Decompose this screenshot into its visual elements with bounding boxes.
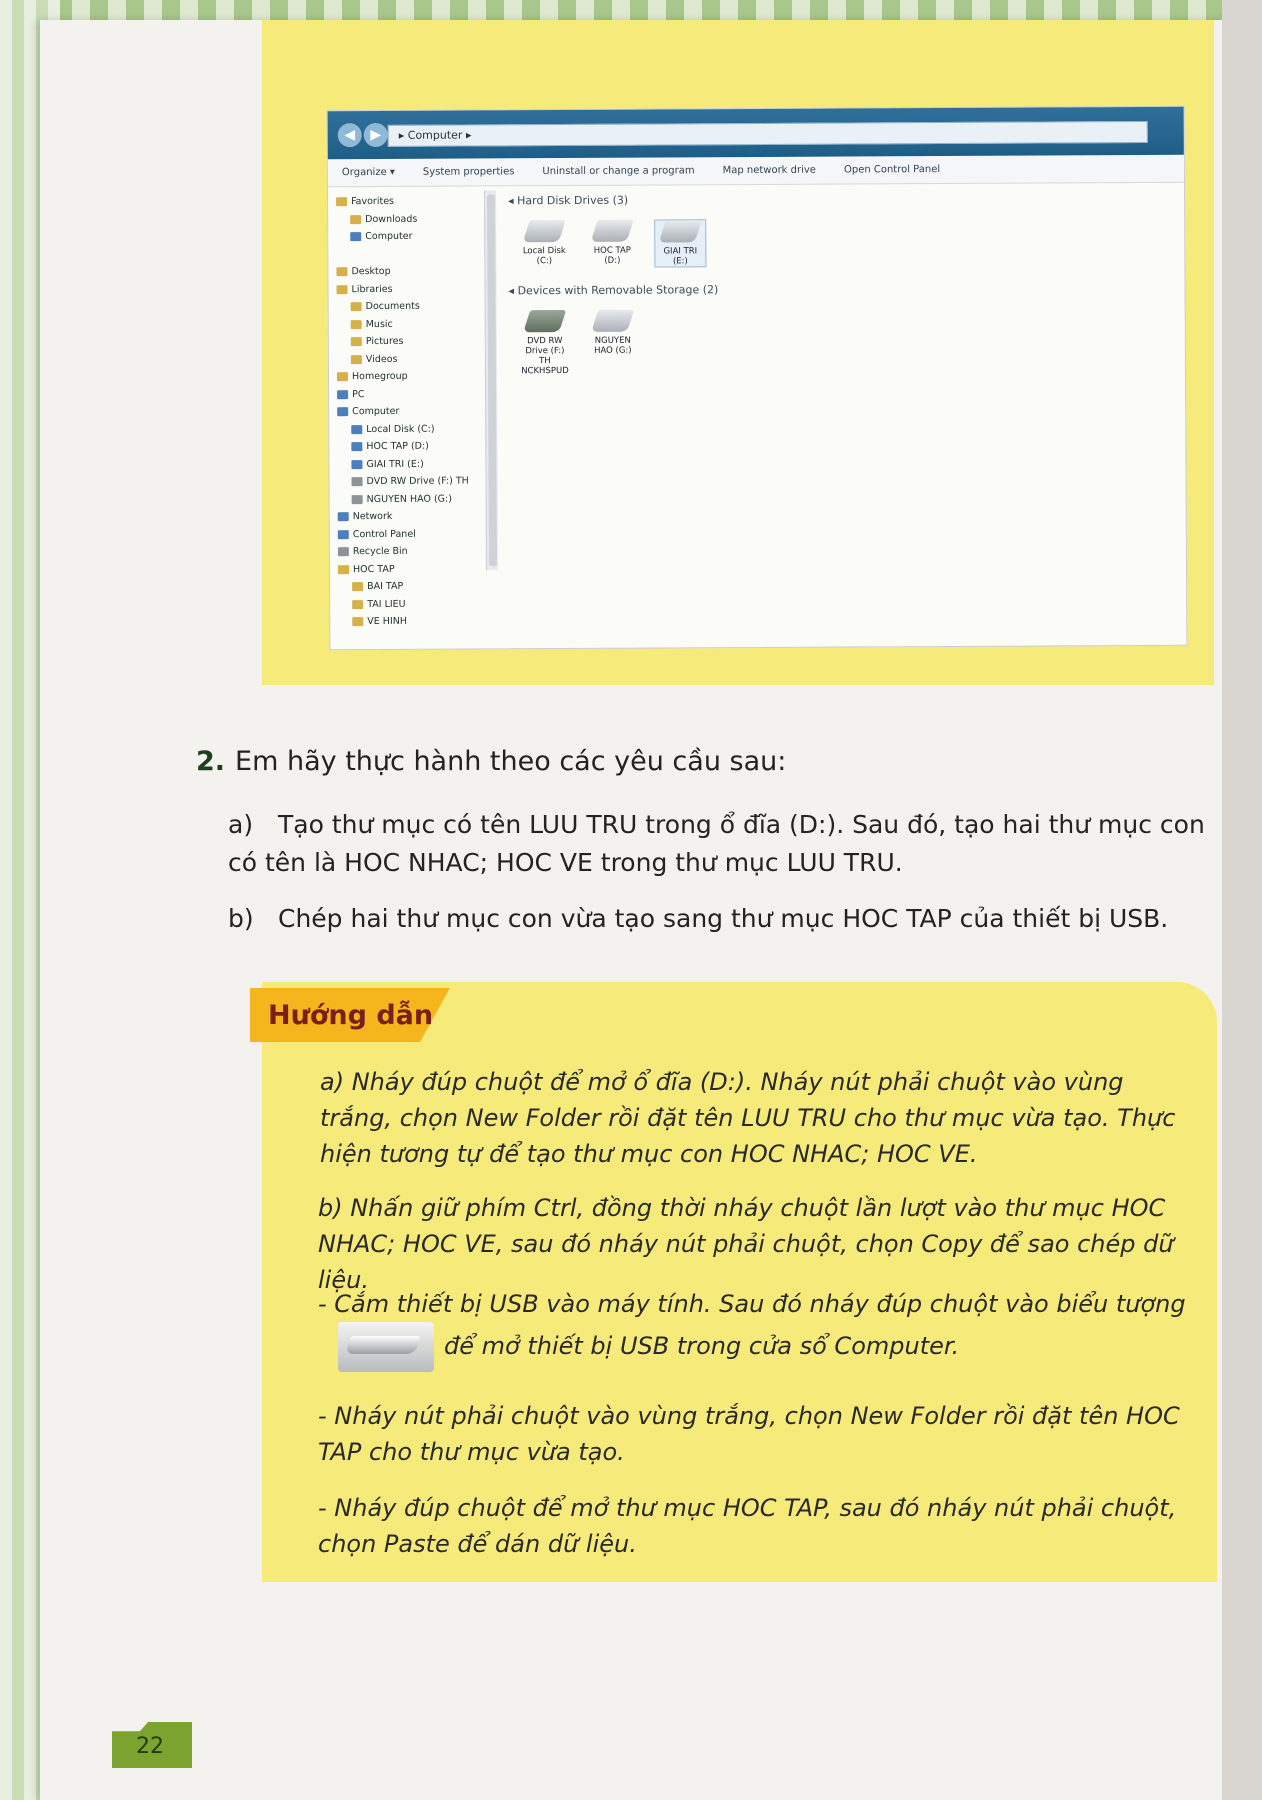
drive-hoc-tap[interactable] (586, 220, 638, 268)
documents-icon (351, 302, 362, 311)
dvd-drive-icon (523, 310, 566, 332)
tree-item[interactable] (337, 297, 487, 315)
tree-item-label: Homegroup (351, 370, 408, 383)
recycle-bin-icon (338, 547, 349, 556)
tree-item[interactable] (337, 455, 487, 473)
guide-step-plug-usb: - Cắm thiết bị USB vào máy tính. Sau đó nháy đúp chuột vào biểu tượng (318, 1290, 1186, 1318)
toolbar-system-properties[interactable]: System properties (422, 166, 515, 178)
drive-label: DVD RW Drive (F:) TH NCKHSPUD (521, 336, 569, 377)
folder-icon (352, 582, 363, 591)
guide-step-b: b) Nhấn giữ phím Ctrl, đồng thời nháy chuột lần lượt vào thư mục HOC NHAC; HOC VE, sau đó nháy nút phải chuột, chọn Copy để sao chép dữ liệu. (318, 1194, 1174, 1294)
disk-icon (351, 425, 362, 434)
guide-step-paste: - Nháy đúp chuột để mở thư mục HOC TAP, sau đó nháy nút phải chuột, chọn Paste để dán dữ liệu. (318, 1494, 1177, 1558)
pictures-icon (351, 337, 362, 346)
tree-item[interactable] (337, 315, 487, 333)
tree-item[interactable] (337, 420, 487, 438)
drive-label: HOC TAP (D:) (593, 245, 631, 266)
tree-scrollbar[interactable] (484, 190, 498, 570)
toolbar-control-panel[interactable]: Open Control Panel (843, 164, 941, 176)
tree-item-label: Desktop (351, 265, 391, 278)
explorer-toolbar (328, 155, 1184, 187)
tree-item[interactable] (338, 612, 488, 630)
tree-item-label: Libraries (351, 283, 393, 295)
tree-item-label: Downloads (365, 213, 418, 225)
tree-item[interactable] (338, 542, 488, 560)
folder-icon (350, 215, 361, 224)
forward-icon[interactable]: ▶ (364, 123, 388, 147)
tree-item-label: DVD RW Drive (F:) TH (366, 475, 469, 488)
disk-icon (351, 442, 362, 451)
tree-item[interactable] (336, 192, 486, 210)
desktop-icon (336, 267, 347, 276)
tree-item-label: HOC TAP (352, 563, 395, 575)
exercise-question (196, 746, 786, 777)
requirement-a (228, 806, 1213, 882)
disk-icon (351, 460, 362, 469)
star-icon (336, 197, 347, 206)
tree-item[interactable] (338, 507, 488, 525)
dvd-icon (352, 477, 363, 486)
tree-item-label: Computer (365, 230, 413, 243)
requirement-b (228, 900, 1213, 938)
drive-dvd[interactable] (519, 310, 571, 376)
tree-item[interactable] (337, 367, 487, 385)
navigation-tree (336, 192, 488, 649)
folder-icon (338, 565, 349, 574)
tree-item-label: Pictures (365, 335, 404, 348)
tree-item[interactable] (338, 490, 488, 508)
tree-item-label: Local Disk (C:) (366, 423, 435, 435)
guide-step-open-usb-text: để mở thiết bị USB trong cửa sổ Computer. (444, 1332, 960, 1360)
toolbar-uninstall[interactable]: Uninstall or change a program (542, 165, 695, 178)
tree-item-label: Control Panel (352, 528, 416, 540)
tree-item-label: HOC TAP (D:) (366, 440, 429, 453)
tree-item[interactable] (336, 210, 486, 228)
usb-drive-icon (591, 310, 634, 332)
usb-icon (352, 495, 363, 504)
question-text: Em hãy thực hành theo các yêu cầu sau: (235, 746, 787, 777)
requirement-a-text: Tạo thư mục có tên LUU TRU trong ổ đĩa (D:). Sau đó, tạo hai thư mục con có tên là HOC NHAC; HOC VE trong thư mục LUU TRU. (228, 810, 1205, 877)
explorer-titlebar (328, 107, 1184, 159)
tree-item-label: GIAI TRI (E:) (366, 458, 424, 470)
tree-item-label: BAI TAP (367, 580, 404, 593)
library-icon (337, 285, 348, 294)
folder-icon (352, 600, 363, 609)
guide-title: Hướng dẫn (268, 1000, 434, 1031)
network-icon (338, 512, 349, 521)
hard-disk-list (518, 217, 1174, 268)
tree-item-label: TAI LIEU (367, 598, 406, 610)
requirement-b-text: Chép hai thư mục con vừa tạo sang thư mục HOC TAP của thiết bị USB. (278, 904, 1169, 933)
tree-item-label: Computer (352, 405, 400, 418)
toolbar-organize[interactable]: Organize ▾ (341, 166, 395, 179)
drive-label: GIAI TRI (E:) (663, 246, 698, 267)
drive-usb[interactable] (587, 310, 639, 376)
tree-item[interactable] (337, 350, 487, 368)
hard-disk-group-title[interactable]: ◂ Hard Disk Drives (3) (508, 193, 629, 208)
tree-item-label: PC (352, 388, 365, 400)
explorer-window (327, 106, 1188, 650)
tree-item[interactable] (338, 595, 488, 613)
hard-disk-icon (591, 220, 634, 242)
drive-giai-tri[interactable] (654, 219, 706, 267)
drive-label: Local Disk (C:) (522, 245, 566, 267)
tree-item[interactable] (336, 227, 486, 245)
requirement-b-label: b) (228, 904, 254, 933)
tree-item[interactable] (337, 402, 487, 420)
explorer-content (508, 189, 1176, 648)
guide-step-open-usb (338, 1322, 1198, 1372)
tree-item[interactable] (336, 262, 486, 280)
requirement-a-label: a) (228, 810, 254, 839)
hard-disk-icon (659, 220, 702, 242)
scroll-thumb[interactable] (487, 194, 497, 566)
guide-step-new-folder: - Nháy nút phải chuột vào vùng trắng, chọn New Folder rồi đặt tên HOC TAP cho thư mục vừa tạo. (318, 1402, 1180, 1466)
back-icon[interactable]: ◀ (338, 123, 362, 147)
tree-item[interactable] (337, 385, 487, 403)
tree-item-label: Recycle Bin (352, 545, 408, 558)
tree-item-label: NGUYEN HAO (G:) (366, 493, 452, 505)
control-panel-icon (338, 530, 349, 539)
question-number: 2. (196, 746, 226, 777)
drive-local-disk[interactable] (518, 220, 570, 268)
page-number: 22 (136, 1734, 164, 1759)
removable-group-title[interactable]: ◂ Devices with Removable Storage (2) (508, 283, 719, 298)
tree-item[interactable] (337, 437, 487, 455)
tree-item-label: Videos (365, 353, 398, 365)
music-icon (351, 320, 362, 329)
tree-item[interactable] (336, 245, 486, 263)
homegroup-icon (337, 372, 348, 381)
guide-step-a: a) Nháy đúp chuột để mở ổ đĩa (D:). Nháy nút phải chuột vào vùng trắng, chọn New Folder rồi đặt tên LUU TRU cho thư mục vừa tạo. Thực hiện tương tự để tạo thư mục con HOC NHAC; HOC VE. (320, 1068, 1176, 1168)
tree-item[interactable] (337, 332, 487, 350)
computer-icon (337, 407, 348, 416)
address-bar[interactable]: ▸ Computer ▸ (388, 121, 1148, 147)
tree-item-label: Music (365, 318, 393, 330)
tree-item-label: Favorites (351, 195, 395, 208)
tree-item-label: Network (352, 510, 393, 523)
usb-drive-icon (338, 1322, 434, 1372)
drive-label: NGUYEN HAO (G:) (594, 335, 632, 356)
hard-disk-icon (523, 220, 566, 242)
tree-item[interactable] (338, 577, 488, 595)
tree-item[interactable] (336, 280, 486, 298)
tree-item-label: Documents (365, 300, 420, 313)
tree-item[interactable] (337, 472, 487, 490)
page-edge (1222, 0, 1262, 1800)
videos-icon (351, 355, 362, 364)
tree-item[interactable] (338, 525, 488, 543)
folder-icon (352, 617, 363, 626)
pc-icon (337, 390, 348, 399)
tree-item-label: VE HINH (367, 615, 408, 628)
computer-icon (350, 232, 361, 241)
tree-item[interactable] (338, 560, 488, 578)
removable-list (519, 307, 1175, 376)
explorer-body (328, 183, 1186, 649)
toolbar-map-drive[interactable]: Map network drive (722, 164, 816, 177)
